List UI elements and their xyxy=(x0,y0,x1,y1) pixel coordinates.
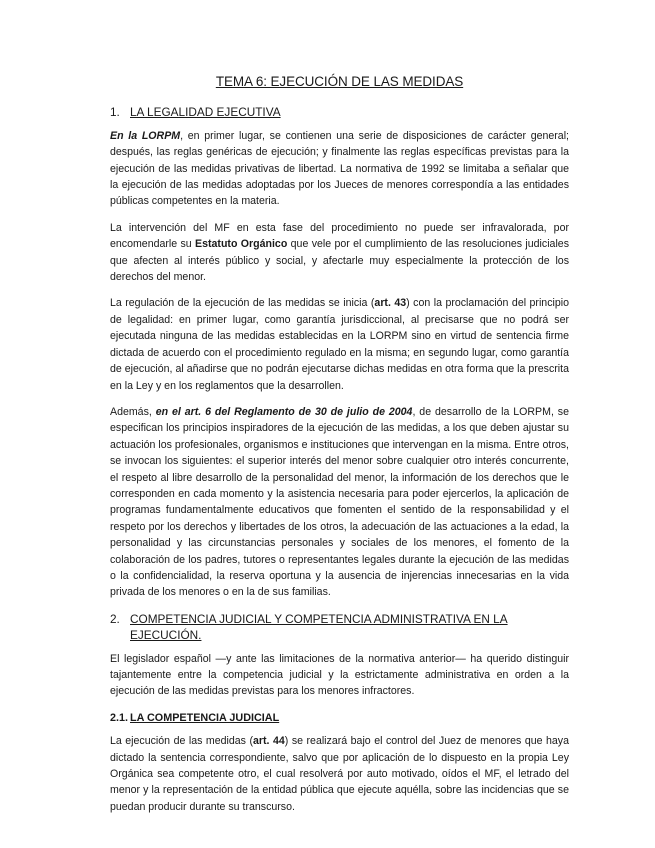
paragraph-text: ) con la proclamación del principio de legalidad: en primer lugar, como garantía jurisdiccional, al precisarse que no podrá ser ejecutada ninguna de las medidas establecidas en la LORPM sino en virtud de sentencia firme dictada de acuerdo con el procedimiento regulado en la misma; en segundo lugar, como garantía de ejecución, al añadirse que no podrán ejecutarse dichas medidas en otra forma que la prescrita en la Ley y en los reglamentos que la desarrollen. xyxy=(110,297,569,392)
paragraph xyxy=(110,404,569,601)
bold-text: art. 44 xyxy=(253,735,285,748)
paragraph xyxy=(110,295,569,393)
subsection-number: 2.1. xyxy=(110,711,129,724)
section-number: 1. xyxy=(110,105,120,120)
bold-text: Estatuto Orgánico xyxy=(195,238,288,251)
document-title: TEMA 6: EJECUCIÓN DE LAS MEDIDAS xyxy=(215,74,464,89)
emphasis-text: en el art. 6 del Reglamento de 30 de julio de 2004 xyxy=(155,405,413,418)
paragraph xyxy=(110,733,569,815)
bold-text: art. 43 xyxy=(374,297,407,310)
subsection-title: LA COMPETENCIA JUDICIAL xyxy=(130,711,280,724)
section-title: LA LEGALIDAD EJECUTIVA xyxy=(130,105,281,120)
paragraph-text: La regulación de la ejecución de las medidas se inicia ( xyxy=(110,297,375,310)
paragraph: El legislador español —y ante las limitaciones de la normativa anterior— ha querido distinguir tajantemente entre la competencia judicial y la estrictamente administrativa en orden a la ejecución de las medidas previstas para los menores infractores. xyxy=(110,652,569,698)
paragraph-text: La intervención del MF en esta fase del procedimiento no puede ser infravalorada, por encomendarle su xyxy=(110,221,569,251)
section-number: 2. xyxy=(110,611,120,626)
section-heading-1 xyxy=(110,104,569,120)
paragraph-text: , de desarrollo de la LORPM, se especifican los principios inspiradores de la ejecución de las medidas, a los que deben ajustar su actuación los profesionales, organismos e instituciones que intervengan en la misma. Entre otros, se invocan los siguientes: el superior interés del menor sobre cualquier otro interés concurrente, el respeto al libre desarrollo de la personalidad del menor, la información de los derechos que le corresponden en cada momento y la asistencia necesaria para poder ejercerlos, la aplicación de programas fundamentalmente educativos que fomenten el sentido de la responsabilidad y el respeto por los derechos y libertades de los otros, la adecuación de las actuaciones a la edad, la personalidad y las circunstancias personales y sociales de los menores, el fomento de la colaboración de los padres, tutores o representantes legales durante la ejecución de las medidas o la confidencialidad, la reserva oportuna y la ausencia de injerencias innecesarias en la vida privada de los menores o en la de sus familias. xyxy=(110,405,569,599)
paragraph-text: ) se realizará bajo el control del Juez de menores que haya dictado la sentencia correspondiente, salvo que por aplicación de lo dispuesto en la propia Ley Orgánica sea competente otro, el cual resolverá por auto motivado, oídos el MF, el letrado del menor y la representación de la entidad pública que ejecute aquélla, sobre las incidencias que se puedan producir durante su transcurso. xyxy=(110,735,569,813)
paragraph-text: , en primer lugar, se contienen una serie de disposiciones de carácter general; después, las reglas genéricas de ejecución; y finalmente las reglas específicas previstas para la ejecución de las medidas privativas de libertad. La normativa de 1992 se limitaba a señalar que la ejecución de las medidas adoptadas por los Jueces de menores correspondía a las entidades públicas competentes en la materia. xyxy=(110,129,570,208)
section-title: COMPETENCIA JUDICIAL Y COMPETENCIA ADMINISTRATIVA EN LA EJECUCIÓN. xyxy=(130,611,508,643)
paragraph xyxy=(110,128,569,210)
section-heading-2 xyxy=(110,611,569,644)
paragraph-text: La ejecución de las medidas ( xyxy=(110,735,253,748)
paragraph xyxy=(110,220,569,286)
paragraph-text: que vele por el cumplimiento de las resoluciones judiciales que afecten al interés público y social, y afectarle muy especialmente la protección de los derechos del menor. xyxy=(110,238,569,284)
subsection-heading xyxy=(110,710,569,726)
emphasis-text: En la LORPM xyxy=(110,129,181,142)
paragraph-text: Además, xyxy=(110,405,156,418)
